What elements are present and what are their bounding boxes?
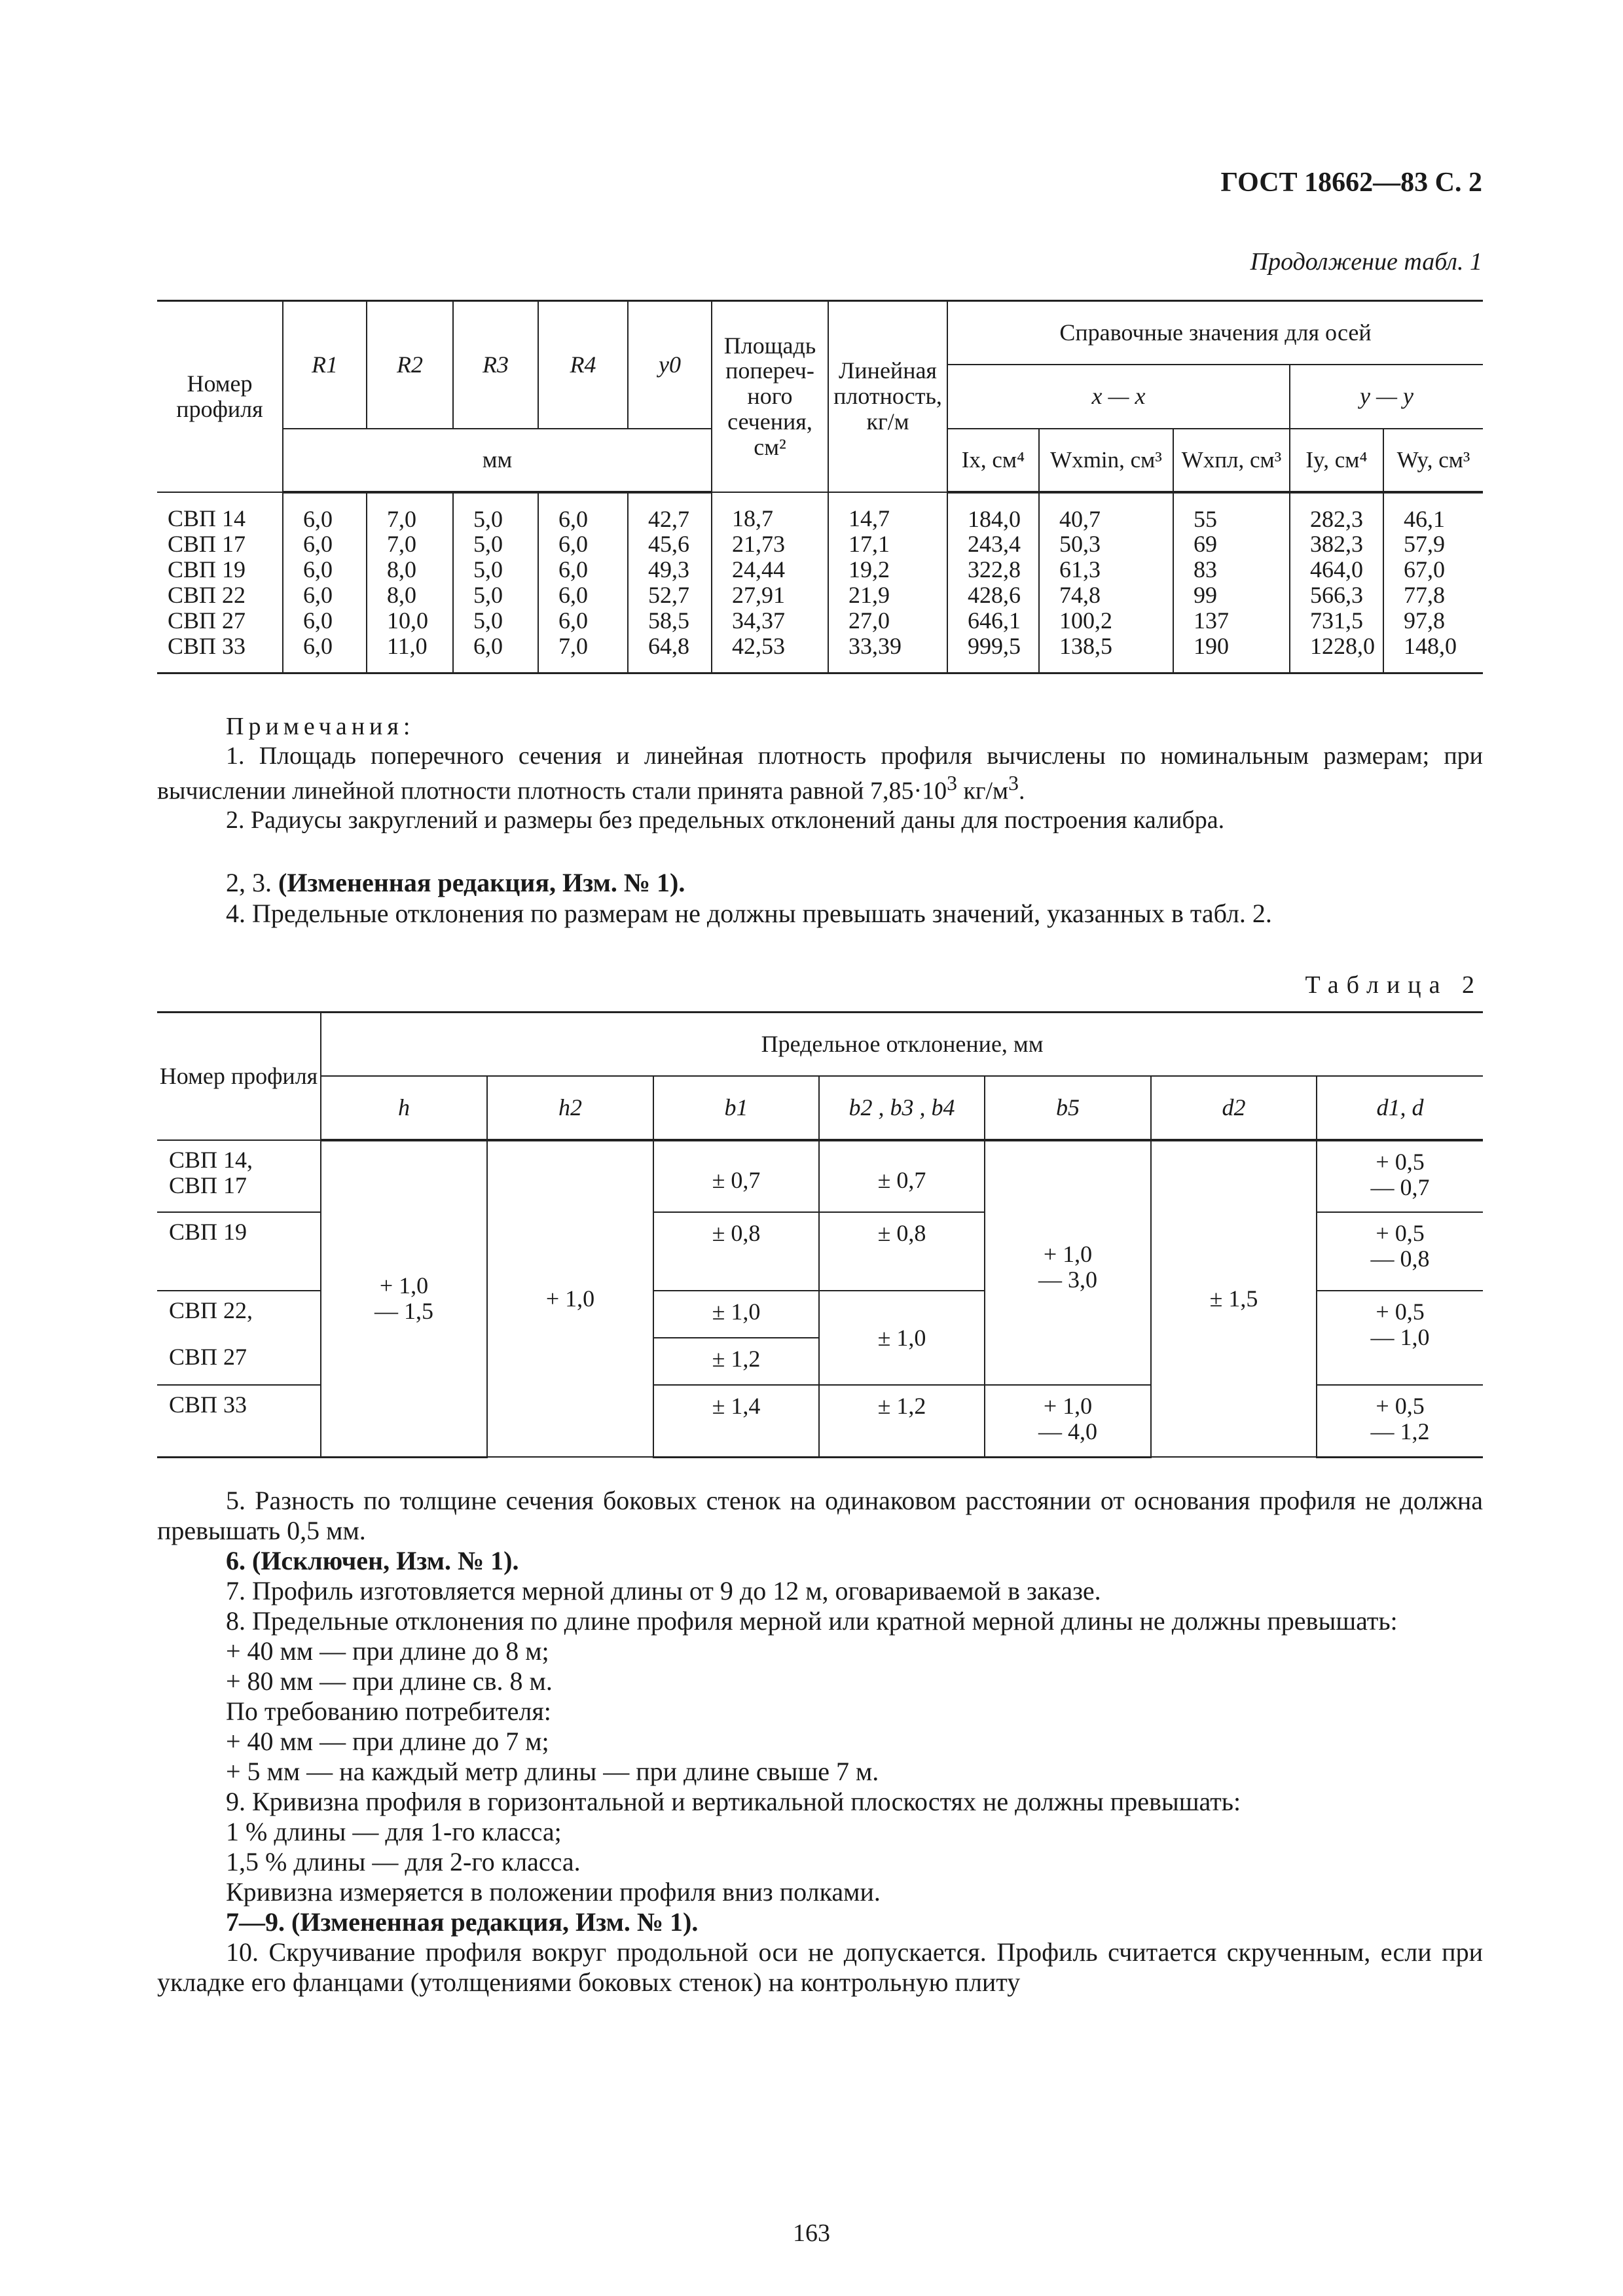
col-wxpl: Wxпл, см³ — [1173, 429, 1290, 492]
table-cell: 999,5 — [947, 634, 1039, 673]
table-cell: 58,5 — [628, 608, 712, 634]
col-r4: R4 — [538, 301, 628, 429]
table-cell: 49,3 — [628, 557, 712, 583]
paragraph-10: 10. Скручивание профиля вокруг продольной оси не допускается. Профиль считается скрученным, если при укладке его фланцами (утолщениями боковых стенок) на контрольную плиту — [157, 1937, 1483, 1997]
table-cell: 14,7 — [828, 492, 947, 532]
table-cell: 17,1 — [828, 531, 947, 557]
table-cell: 6,0 — [538, 557, 628, 583]
t2-profile-19: СВП 19 — [157, 1212, 321, 1291]
col-profile-number: Номер профиля — [157, 301, 283, 492]
body-text — [157, 1486, 1483, 1998]
t2-d1d-r5: + 0,5 — 1,2 — [1317, 1385, 1483, 1457]
table-cell: 46,1 — [1383, 492, 1483, 532]
notes-block — [157, 712, 1483, 835]
t2-d2-value: ± 1,5 — [1151, 1140, 1317, 1457]
t2-b234-r2: ± 0,8 — [819, 1212, 985, 1291]
table-cell: 27,0 — [828, 608, 947, 634]
paragraph-9: 9. Кривизна профиля в горизонтальной и вертикальной плоскостях не должны превышать: — [226, 1787, 1241, 1816]
table-cell: 45,6 — [628, 531, 712, 557]
table-continuation-caption: Продолжение табл. 1 — [1250, 248, 1482, 276]
table-cell: 382,3 — [1290, 531, 1383, 557]
table-cell: 6,0 — [283, 557, 367, 583]
t2-b1-r5: ± 1,4 — [653, 1385, 819, 1457]
table-cell: 42,7 — [628, 492, 712, 532]
table-cell-profile: СВП 17 — [157, 531, 283, 557]
table-cell: 138,5 — [1039, 634, 1173, 673]
paragraph-8-item-3: По требованию потребителя: — [226, 1696, 551, 1726]
t2-b5-a: + 1,0 — 3,0 — [985, 1140, 1151, 1385]
paragraph-2-3: 2, 3. (Измененная редакция, Изм. № 1). — [226, 868, 685, 897]
table-row — [157, 1140, 1483, 1212]
t2-b1-r1: ± 0,7 — [653, 1140, 819, 1212]
table-cell: 7,0 — [367, 531, 453, 557]
table-row — [157, 634, 1483, 673]
table-cell: 21,9 — [828, 583, 947, 608]
table-cell: 24,44 — [712, 557, 828, 583]
t2-col-h2: h2 — [487, 1076, 653, 1140]
table-cell: 11,0 — [367, 634, 453, 673]
table-row — [157, 531, 1483, 557]
table-cell: 243,4 — [947, 531, 1039, 557]
table-cell: 57,9 — [1383, 531, 1483, 557]
table-cell: 33,39 — [828, 634, 947, 673]
table-cell: 6,0 — [283, 531, 367, 557]
t2-col-b5: b5 — [985, 1076, 1151, 1140]
table-cell: 6,0 — [538, 583, 628, 608]
t2-d1d-r1: + 0,5 — 0,7 — [1317, 1140, 1483, 1212]
t2-profile-27: СВП 27 — [157, 1338, 321, 1385]
table-cell: 464,0 — [1290, 557, 1383, 583]
t2-b1-r3: ± 1,0 — [653, 1291, 819, 1338]
t2-h2-value: + 1,0 — [487, 1140, 653, 1457]
t2-col-d1d: d1, d — [1317, 1076, 1483, 1140]
table-cell: 731,5 — [1290, 608, 1383, 634]
table-cell: 6,0 — [538, 608, 628, 634]
paragraph-4: 4. Предельные отклонения по размерам не должны превышать значений, указанных в табл. 2. — [226, 899, 1272, 929]
notes-heading: Примечания: — [226, 713, 415, 740]
table-cell: 7,0 — [367, 492, 453, 532]
t2-col-b1: b1 — [653, 1076, 819, 1140]
table-cell: 10,0 — [367, 608, 453, 634]
amendment-paragraphs — [157, 867, 1483, 929]
col-cross-section-area: Площадь попереч-ного сечения, см² — [712, 301, 828, 492]
t2-col-profile-number: Номер профиля — [157, 1013, 321, 1141]
table-cell: 282,3 — [1290, 492, 1383, 532]
col-r3: R3 — [453, 301, 538, 429]
paragraph-5: 5. Разность по толщине сечения боковых стенок на одинаковом расстоянии от основания профиля не должна превышать 0,5 мм. — [157, 1486, 1483, 1545]
table-cell: 566,3 — [1290, 583, 1383, 608]
col-r1: R1 — [283, 301, 367, 429]
paragraph-9-item-1: 1 % длины — для 1-го класса; — [226, 1817, 562, 1846]
table-cell: 55 — [1173, 492, 1290, 532]
t2-b234-r3: ± 1,0 — [819, 1291, 985, 1385]
paragraph-9-item-2: 1,5 % длины — для 2-го класса. — [226, 1847, 581, 1876]
t2-b234-r1: ± 0,7 — [819, 1140, 985, 1212]
col-unit-mm: мм — [283, 429, 712, 492]
table-2 — [157, 1011, 1483, 1458]
table-cell: 148,0 — [1383, 634, 1483, 673]
col-r2: R2 — [367, 301, 453, 429]
table-cell: 184,0 — [947, 492, 1039, 532]
table-cell: 18,7 — [712, 492, 828, 532]
table-cell: 137 — [1173, 608, 1290, 634]
table-cell: 6,0 — [538, 531, 628, 557]
col-y0: y0 — [628, 301, 712, 429]
table-cell: 646,1 — [947, 608, 1039, 634]
table-cell: 40,7 — [1039, 492, 1173, 532]
t2-h-value: + 1,0 — 1,5 — [321, 1140, 487, 1457]
table-cell-profile: СВП 33 — [157, 634, 283, 673]
table-cell: 52,7 — [628, 583, 712, 608]
table-cell: 5,0 — [453, 492, 538, 532]
table-cell: 67,0 — [1383, 557, 1483, 583]
table-cell: 7,0 — [538, 634, 628, 673]
t2-b5-b: + 1,0 — 4,0 — [985, 1385, 1151, 1457]
table-cell: 5,0 — [453, 531, 538, 557]
table-cell: 61,3 — [1039, 557, 1173, 583]
table-cell: 5,0 — [453, 583, 538, 608]
table-cell: 50,3 — [1039, 531, 1173, 557]
table-cell: 6,0 — [283, 608, 367, 634]
table-cell: 190 — [1173, 634, 1290, 673]
table-cell-profile: СВП 14 — [157, 492, 283, 532]
paragraph-8-item-2: + 80 мм — при длине св. 8 м. — [226, 1666, 553, 1696]
table-cell: 100,2 — [1039, 608, 1173, 634]
paragraph-6: 6. (Исключен, Изм. № 1). — [226, 1546, 519, 1575]
table-cell: 83 — [1173, 557, 1290, 583]
t2-b234-r5: ± 1,2 — [819, 1385, 985, 1457]
col-iy: Iy, см⁴ — [1290, 429, 1383, 492]
document-header: ГОСТ 18662—83 С. 2 — [1220, 168, 1482, 198]
paragraph-8: 8. Предельные отклонения по длине профиля мерной или кратной мерной длины не должны превышать: — [226, 1606, 1398, 1636]
table-1-continued — [157, 300, 1483, 674]
paragraph-8-item-5: + 5 мм — на каждый метр длины — при длине свыше 7 м. — [226, 1757, 879, 1786]
table-cell: 8,0 — [367, 583, 453, 608]
table-cell: 74,8 — [1039, 583, 1173, 608]
t2-b1-r4: ± 1,2 — [653, 1338, 819, 1385]
table-row — [157, 492, 1483, 532]
paragraph-9-item-3: Кривизна измеряется в положении профиля вниз полками. — [226, 1877, 881, 1907]
table-cell: 1228,0 — [1290, 634, 1383, 673]
table-cell: 97,8 — [1383, 608, 1483, 634]
t2-b1-r2: ± 0,8 — [653, 1212, 819, 1291]
t2-col-h: h — [321, 1076, 487, 1140]
paragraph-7: 7. Профиль изготовляется мерной длины от 9 до 12 м, оговариваемой в заказе. — [226, 1576, 1101, 1605]
table-1-body — [157, 492, 1483, 673]
table-cell: 5,0 — [453, 557, 538, 583]
table-cell: 322,8 — [947, 557, 1039, 583]
table-cell: 6,0 — [538, 492, 628, 532]
t2-d1d-r3: + 0,5 — 1,0 — [1317, 1291, 1483, 1385]
table-row — [157, 608, 1483, 634]
table-cell: 6,0 — [283, 492, 367, 532]
t2-col-b234: b2 , b3 , b4 — [819, 1076, 985, 1140]
table-cell-profile: СВП 27 — [157, 608, 283, 634]
table-cell: 6,0 — [283, 583, 367, 608]
table-cell: 69 — [1173, 531, 1290, 557]
t2-profile-33: СВП 33 — [157, 1385, 321, 1457]
table-cell: 27,91 — [712, 583, 828, 608]
col-reference-values: Справочные значения для осей — [947, 301, 1483, 365]
table-cell: 6,0 — [453, 634, 538, 673]
table-cell: 8,0 — [367, 557, 453, 583]
table-cell: 77,8 — [1383, 583, 1483, 608]
note-2: 2. Радиусы закруглений и размеры без предельных отклонений даны для построения калибра. — [226, 806, 1225, 834]
t2-profile-14-17: СВП 14, СВП 17 — [157, 1140, 321, 1212]
t2-profile-22: СВП 22, — [157, 1291, 321, 1338]
page-number: 163 — [793, 2219, 830, 2247]
t2-col-deviation: Предельное отклонение, мм — [321, 1013, 1483, 1077]
col-axis-x: x — x — [947, 365, 1290, 429]
col-wy: Wy, см³ — [1383, 429, 1483, 492]
table-cell: 6,0 — [283, 634, 367, 673]
table-row — [157, 583, 1483, 608]
col-ix: Ix, см⁴ — [947, 429, 1039, 492]
table-row — [157, 557, 1483, 583]
table-cell: 428,6 — [947, 583, 1039, 608]
paragraph-8-item-1: + 40 мм — при длине до 8 м; — [226, 1636, 549, 1666]
table-cell: 5,0 — [453, 608, 538, 634]
col-axis-y: y — y — [1290, 365, 1483, 429]
table-cell-profile: СВП 19 — [157, 557, 283, 583]
table-cell: 99 — [1173, 583, 1290, 608]
table-cell: 34,37 — [712, 608, 828, 634]
table-cell: 42,53 — [712, 634, 828, 673]
table-cell-profile: СВП 22 — [157, 583, 283, 608]
paragraph-7-9: 7—9. (Измененная редакция, Изм. № 1). — [226, 1907, 699, 1937]
table-2-caption: Таблица 2 — [1305, 971, 1482, 999]
t2-col-d2: d2 — [1151, 1076, 1317, 1140]
table-cell: 64,8 — [628, 634, 712, 673]
col-wxmin: Wxmin, см³ — [1039, 429, 1173, 492]
paragraph-8-item-4: + 40 мм — при длине до 7 м; — [226, 1727, 549, 1756]
table-cell: 21,73 — [712, 531, 828, 557]
note-1: 1. Площадь поперечного сечения и линейная плотность профиля вычислены по номинальным размерам; при вычислении линейной плотности плотность стали принята равной $7,85\cdot 10^3$ $кг/м^3$. — [157, 742, 1483, 805]
table-cell: 19,2 — [828, 557, 947, 583]
col-linear-density: Линейная плотность, кг/м — [828, 301, 947, 492]
t2-d1d-r2: + 0,5 — 0,8 — [1317, 1212, 1483, 1291]
